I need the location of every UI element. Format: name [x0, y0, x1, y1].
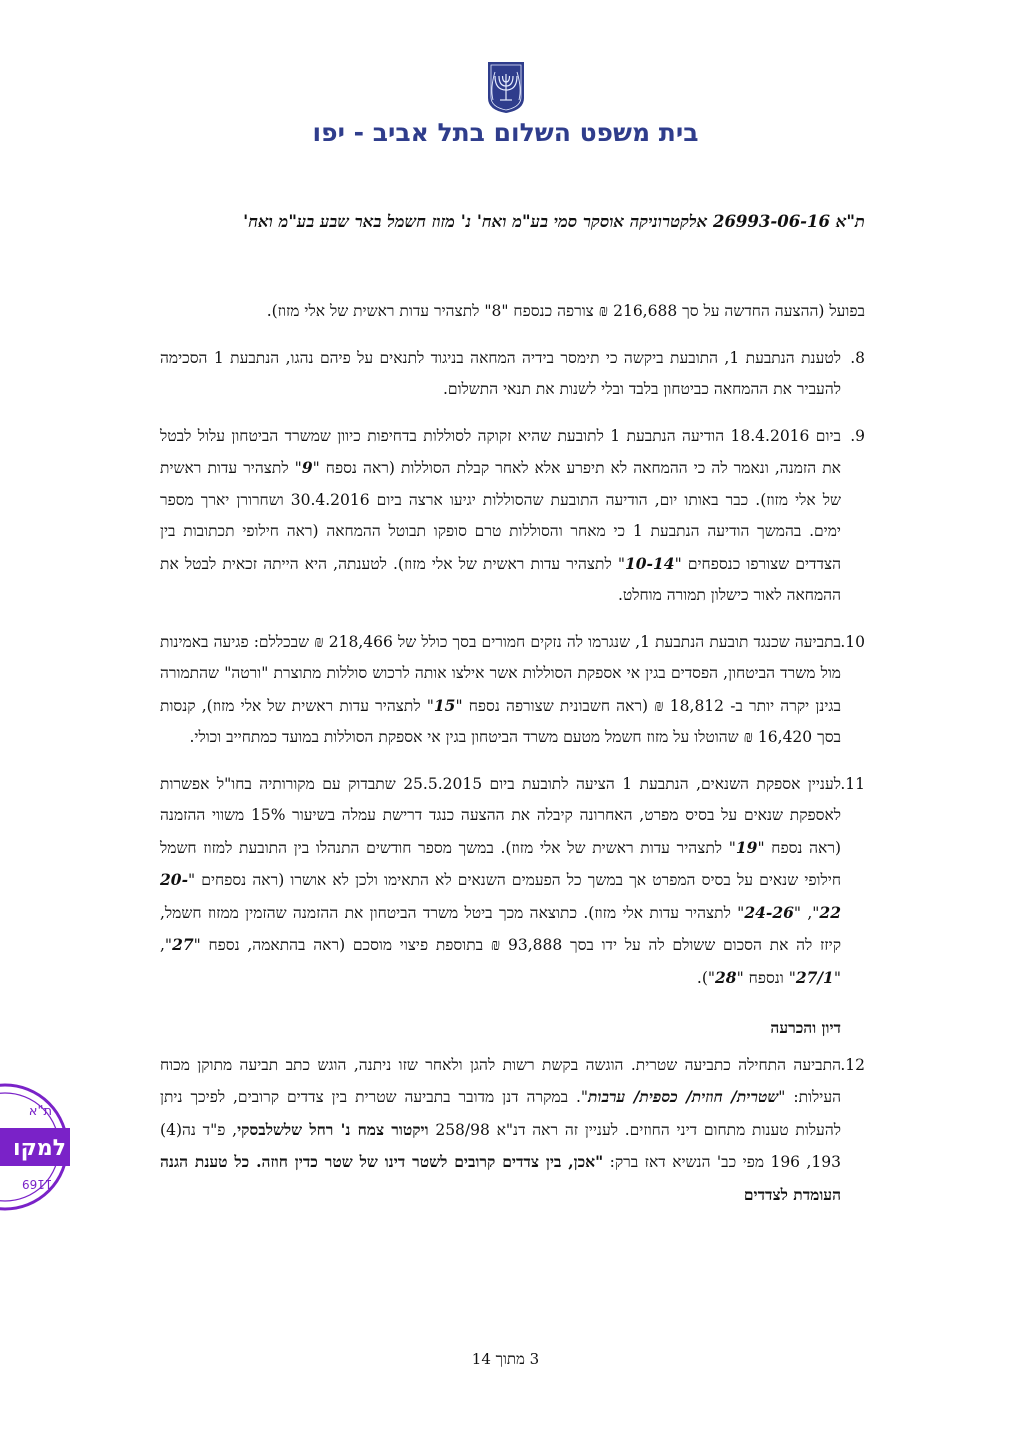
annex-ref: 24-26 [744, 902, 794, 922]
section-heading: דיון והכרעה [770, 1018, 841, 1037]
quotation: "אכן, בין צדדים קרובים לשטר דינו של שטר כדין חוזה. כל טענת הגנה העומדת לצדדים [160, 1152, 841, 1204]
annex-ref: 28 [715, 967, 737, 987]
text-run: בתביעה שכנגד תובעת הנתבעת 1, שנגרמו לה נזקים חמורים בסך כולל של 218,466 ₪ שבכללם: פגיעה באמינות מול משרד הביטחון, הפסדים בגין אי אספקת הסוללות אשר אילצו אותה לרכוש סוללות מתוצרת "ורטה" שהתמורה בגינן יקרה יותר ב- 18,812 ₪ (ראה חשבונית שצורפה נספח " [160, 632, 841, 715]
document-body [160, 296, 865, 1226]
text-run: " לתצהיר עדות ראשית של אלי מזוז), קנסות בסך 16,420 ₪ שהוטלו על מזוז חשמל מטעם משרד הביטחון בגין אי אספקת הסוללות במועד כמתחייב וכולי. [160, 696, 841, 746]
text-run: ". במקרה דנן מדובר בתביעה שטרית בין צדדים קרובים, לפיכך ניתן להעלות טענות מתחום דיני החוזים. לעניין זה ראה דנ"א 258/98 [160, 1088, 841, 1139]
case-citation: ויקטור צמח נ' רחל שלשלבסקי [237, 1119, 429, 1139]
annex-ref: 27 [172, 935, 194, 954]
text-run: ", " [160, 936, 841, 987]
paragraph-9 [160, 421, 865, 612]
text-run: לעניין אספקת השנאים, הנתבעת 1 הציעה לתובעת ביום 25.5.2015 שתבדוק עם מקורותיה בחו"ל אפשרות לאספקת שנאים על בסיס מפרט, האחרונה קיבלה את ההצעה כנגד דרישת עמלה בשיעור 15% משווי ההזמנה (ראה נספח " [160, 774, 841, 857]
paragraph-number: 12. [840, 1055, 865, 1074]
annex-ref: 19 [735, 837, 758, 857]
court-stamp-icon [0, 1082, 70, 1212]
text-run: , פ"ד נה(4) 193, 196 מפי כב' הנשיא דאז ברק: [160, 1120, 841, 1171]
annex-ref: 10-14 [624, 553, 675, 573]
text-run: "). [696, 968, 716, 987]
text-run: התביעה התחילה כתביעה שטרית. הוגשה בקשת רשות להגן ולאחר שזו ניתנה, הוגש כתב תביעה מתוקן מכוח העילות: " [160, 1055, 842, 1106]
text-run: " ונספח " [736, 968, 796, 987]
paragraph-12 [160, 1050, 865, 1212]
paragraph-10 [160, 627, 865, 754]
court-name: בית משפט השלום בתל אביב - יפו [312, 118, 699, 147]
text-run: ביום 18.4.2016 הודיעה הנתבעת 1 לתובעת שהיא זקוקה לסוללות בדחיפות כיוון שמשרד הביטחון עלול לבטל את הזמנה, ונאמר לה כי ההמחאה לא תיפרע אלא לאחר קבלת הסוללות (ראה נספח " [160, 426, 841, 477]
text-run: ", " [793, 903, 820, 922]
page-number: 3 מתוך 14 [471, 1350, 540, 1368]
annex-ref: 9 [301, 458, 313, 477]
paragraph-number: 8. [850, 348, 865, 367]
paragraph-number: 9. [850, 426, 865, 445]
paragraph-text: בפועל (ההצעה החדשה על סך 216,688 ₪ צורפה כנספח "8" לתצהיר עדות ראשית של אלי מזוז). [266, 302, 865, 320]
state-emblem-icon [486, 60, 526, 114]
annex-ref: 20-22 [160, 870, 841, 922]
stamp-text-mid: למקו [13, 1136, 66, 1161]
annex-ref: 27/1 [795, 967, 834, 987]
case-title: ת"א 26993-06-16 אלקטרוניקה אוסקר סמי בע"מ ואח' נ' מזוז חשמל באר שבע בע"מ ואח' [243, 212, 865, 231]
paragraph-number: 11. [840, 774, 865, 793]
paragraph-11 [160, 769, 865, 995]
paragraph-8 [160, 343, 865, 406]
text-run: " לתצהיר עדות ראשית של אלי מזוז). לטענתה, היא הייתה זכאית לבטל את ההמחאה לאור כישלון תמורה מוחלט. [160, 554, 841, 604]
paragraph-number: 10. [840, 632, 865, 651]
text-run: " לתצהיר עדות אלי מזוז). כתוצאה מכך ביטל משרד הביטחון את ההזמנה שהזמין ממזוז חשמל, קיזז לה את הסכום ששולם לה על ידו בסך 93,888 ₪ בתוספת פיצוי מוסכם (ראה בהתאמה, נספח " [160, 903, 841, 954]
text-run: " לתצהיר עדות ראשית של אלי מזוז). במשך מספר חודשים התנהלו בין התובעת למזוז חשמל חילופי שנאים על בסיס המפרט אך במשך כל הפעמים השנאים לא התאימו ולכן לא אושרו (ראה נספחים " [160, 838, 841, 889]
text-run: " לתצהיר עדות ראשית של אלי מזוז). כבר באותו יום, הודיעה התובעת שהסוללות יגיעו ארצה ביום 30.4.2016 ושחרורן יארך מספר ימים. בהמשך הודיעה הנתבעת 1 כי מאחר והסוללות טרם סופקו תבוטל ההמחאה (ראה חילופי תכתובות בין הצדדים שצורפו כנספחים " [160, 459, 841, 573]
stamp-text-bottom: 1169 [22, 1177, 53, 1191]
stamp-text-top: ת"א [28, 1104, 52, 1119]
annex-ref: 15 [433, 695, 456, 715]
claim-grounds: שטרית/ חוזית/ כספית/ ערבות [588, 1087, 779, 1106]
paragraph-7-continued [160, 296, 865, 328]
paragraph-text: לטענת הנתבעת 1, התובעת ביקשה כי תימסר בידיה המחאה בניגוד לתנאים על פיהם נהגו, הנתבעת 1 הסכימה להעביר את ההמחאה כביטחון בלבד ובלי לשנות את תנאי התשלום. [160, 348, 841, 398]
